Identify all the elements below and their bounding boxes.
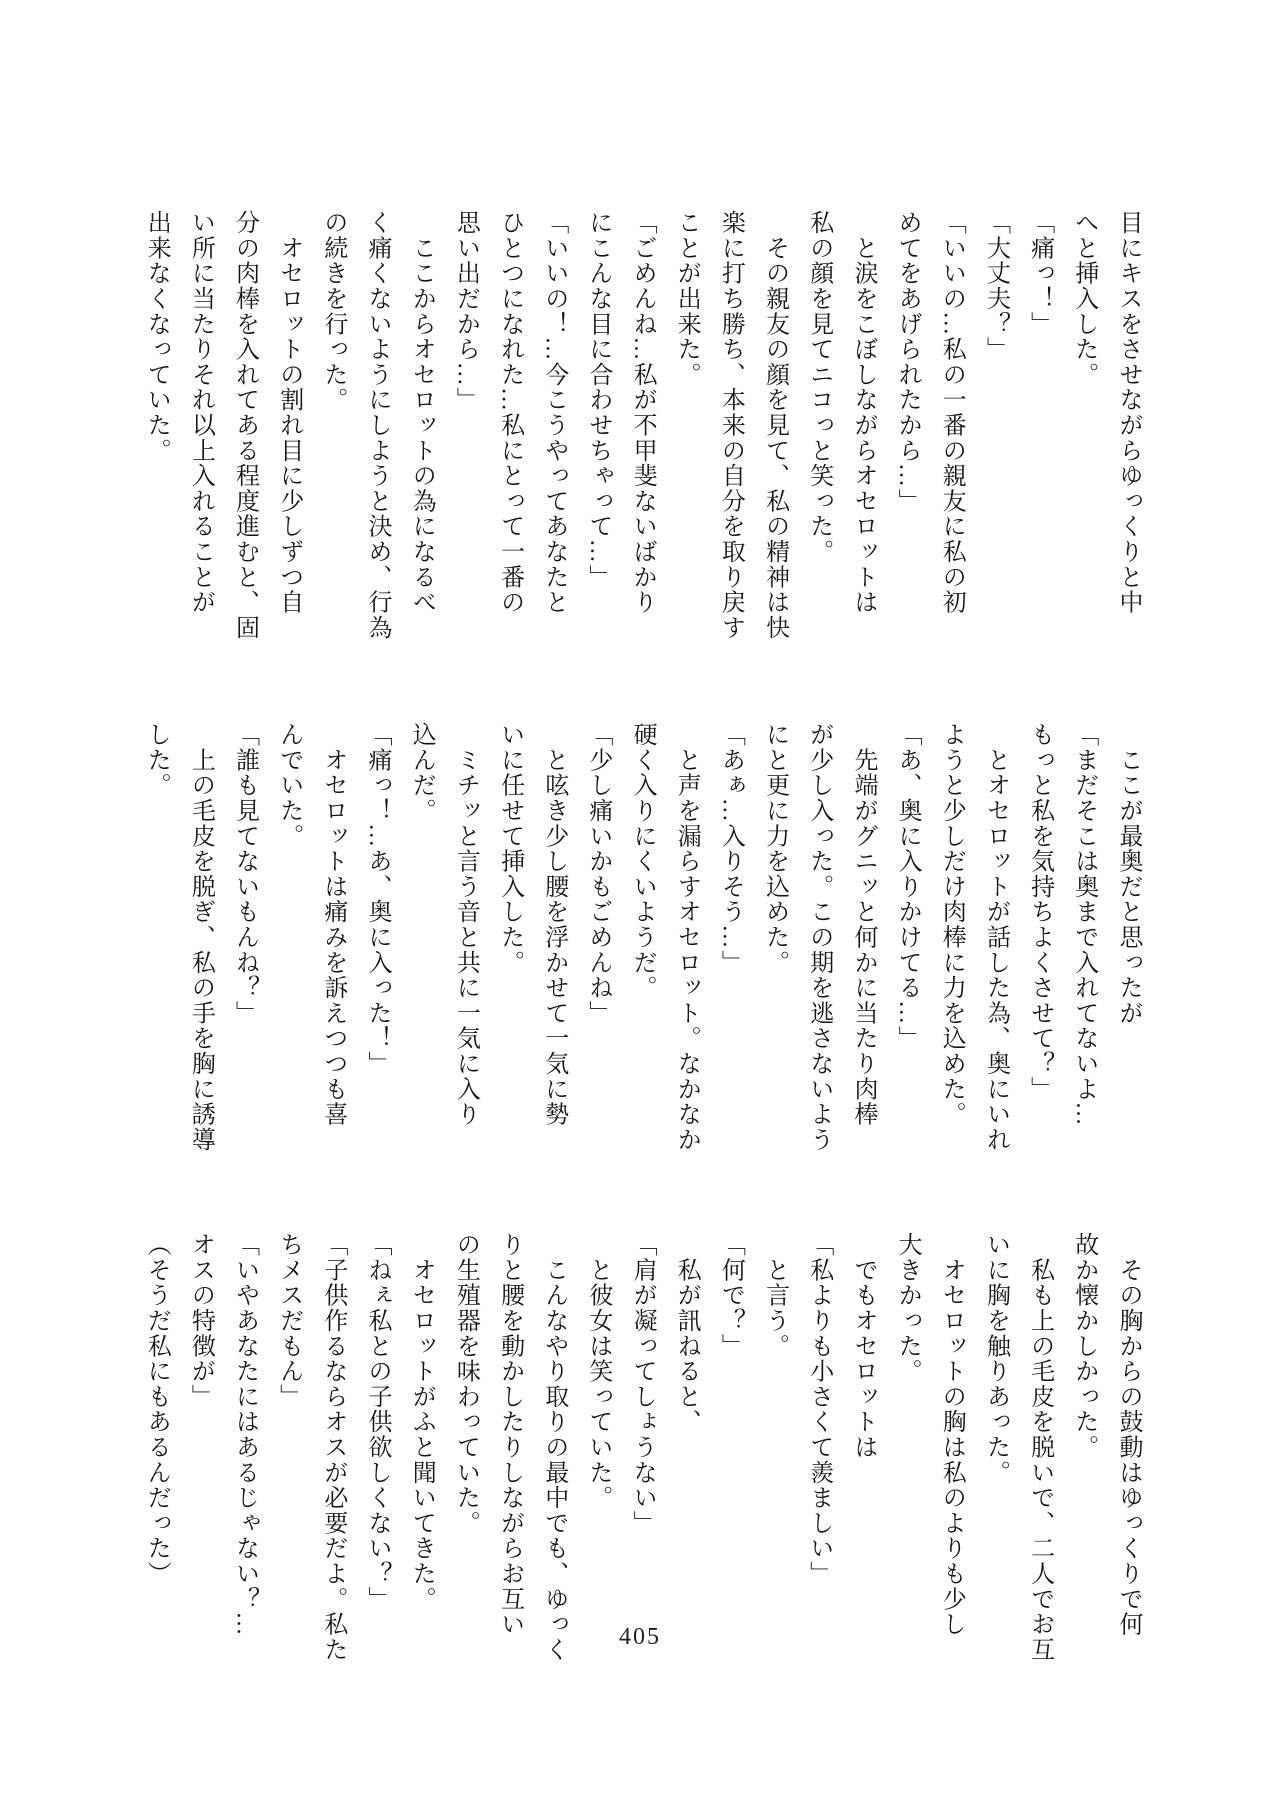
text-column: 分の肉棒を入れてある程度進むと、固	[231, 210, 258, 641]
text-column: 「ごめんね…私が不甲斐ないばかり	[629, 210, 656, 615]
text-block-top	[143, 210, 1140, 642]
text-column: 「あ、奥に入りかけてる…」	[894, 722, 921, 1051]
text-column: オセロットは痛みを訴えつつも喜	[319, 722, 346, 1127]
text-column: オセロットの割れ目に少しずつ自	[275, 210, 302, 615]
text-column: ようと少しだけ肉棒に力を込めた。	[938, 722, 965, 1127]
text-column: オセロットがふと聞いてきた。	[408, 1232, 435, 1612]
text-column: 大きかった。	[894, 1232, 921, 1384]
text-column: した。	[143, 722, 170, 798]
text-column: 上の毛皮を脱ぎ、私の手を胸に誘導	[187, 722, 214, 1153]
text-column: オスの特徴が」	[187, 1232, 214, 1410]
text-column: と涙をこぼしながらオセロットは	[849, 210, 876, 615]
text-column: 故か懐かしかった。	[1070, 1232, 1097, 1460]
text-column: でもオセロットは	[849, 1232, 876, 1460]
text-column: （そうだ私にもあるんだった）	[143, 1232, 170, 1587]
text-column: が少し入った。この期を逃さないよう	[805, 722, 832, 1153]
text-column: へと挿入した。	[1070, 210, 1097, 388]
text-column: 私の顔を見てニコっと笑った。	[805, 210, 832, 565]
text-column: 先端がグニッと何かに当たり肉棒	[849, 722, 876, 1127]
page-number: 405	[619, 1624, 661, 1650]
text-column: 「ねぇ私との子供欲しくない？」	[364, 1232, 391, 1612]
text-column: 「痛っ！…あ、奥に入った！」	[364, 722, 391, 1077]
text-column: 「肩が凝ってしょうない」	[629, 1232, 656, 1536]
text-column: とオセロットが話した為、奥にいれ	[982, 722, 1009, 1153]
text-column: 「誰も見てないもんね？」	[231, 722, 258, 1026]
text-column: 出来なくなっていた。	[143, 210, 170, 463]
text-column: ひとつになれた…私にとって一番の	[496, 210, 523, 615]
text-column: りと腰を動かしたりしながらお互い	[496, 1232, 523, 1637]
text-column: と声を漏らすオセロット。なかなか	[673, 722, 700, 1153]
text-block-middle	[143, 722, 1140, 1154]
text-column: 「いやあなたにはあるじゃない？…	[231, 1232, 258, 1637]
text-column: ちメスだもん」	[275, 1232, 302, 1410]
text-column: 「まだそこは奥まで入れてないよ…	[1070, 722, 1097, 1127]
text-column: いに胸を触りあった。	[982, 1232, 1009, 1485]
text-block-bottom	[143, 1232, 1140, 1664]
text-column: その親友の顔を見て、私の精神は快	[761, 210, 788, 641]
text-column: 「何で？」	[717, 1232, 744, 1359]
text-column: こんなやり取りの最中でも、ゆっく	[540, 1232, 567, 1663]
text-column: その胸からの鼓動はゆっくりで何	[1114, 1232, 1141, 1637]
text-column: 硬く入りにくいようだ。	[629, 722, 656, 1001]
text-column: 「いいの…私の一番の親友に私の初	[938, 210, 965, 615]
text-column: 込んだ。	[408, 722, 435, 824]
text-column: いに任せて挿入した。	[496, 722, 523, 975]
text-column: く痛くないようにしようと決め、行為	[364, 210, 391, 641]
text-column: にと更に力を込めた。	[761, 722, 788, 975]
text-column: 私が訊ねると、	[673, 1232, 700, 1435]
text-column: んでいた。	[275, 722, 302, 849]
text-column: 思い出だから…」	[452, 210, 479, 413]
text-column: ことが出来た。	[673, 210, 700, 388]
text-column: 目にキスをさせながらゆっくりと中	[1114, 210, 1141, 615]
text-column: い所に当たりそれ以上入れることが	[187, 210, 214, 615]
text-column: ここが最奥だと思ったが	[1114, 722, 1141, 1026]
text-column: と彼女は笑っていた。	[584, 1232, 611, 1511]
text-column: 「子供作るならオスが必要だよ。私た	[319, 1232, 346, 1663]
text-column: 楽に打ち勝ち、本来の自分を取り戻す	[717, 210, 744, 641]
text-column: 私も上の毛皮を脱いで、二人でお互	[1026, 1232, 1053, 1663]
text-column: ミチッと言う音と共に一気に入り	[452, 722, 479, 1127]
text-column: の生殖器を味わっていた。	[452, 1232, 479, 1536]
text-column: 「少し痛いかもごめんね」	[584, 722, 611, 1026]
text-column: 「あぁ…入りそう…」	[717, 722, 744, 975]
text-column: 「私よりも小さくて羨ましい」	[805, 1232, 832, 1587]
text-column: 「大丈夫？」	[982, 210, 1009, 362]
text-column: 「痛っ！」	[1026, 210, 1053, 337]
text-column: 「いいの！…今こうやってあなたと	[540, 210, 567, 615]
text-column: めてをあげられたから…」	[894, 210, 921, 514]
text-column: ここからオセロットの為になるべ	[408, 210, 435, 615]
text-column: もっと私を気持ちよくさせて？」	[1026, 722, 1053, 1102]
text-column: の続きを行った。	[319, 210, 346, 413]
text-column: と言う。	[761, 1232, 788, 1359]
text-column: と呟き少し腰を浮かせて一気に勢	[540, 722, 567, 1127]
text-column: にこんな目に合わせちゃって…」	[584, 210, 611, 590]
text-column: オセロットの胸は私のよりも少し	[938, 1232, 965, 1637]
